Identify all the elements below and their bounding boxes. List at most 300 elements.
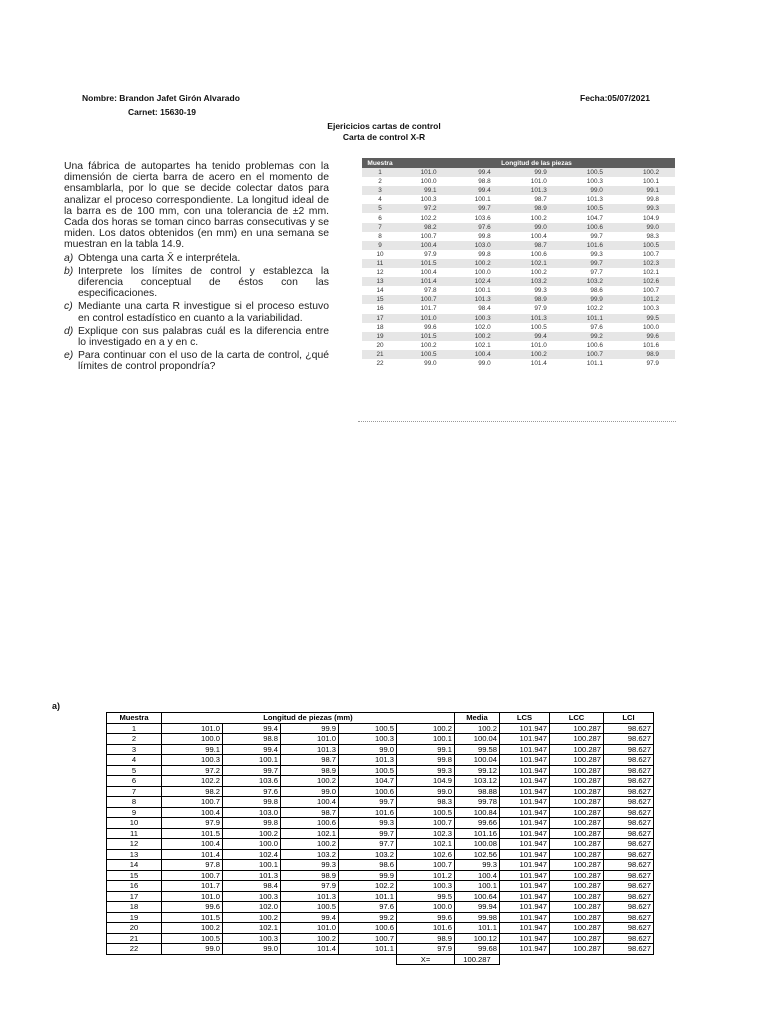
ans-mean-cell: 99.3 (455, 860, 500, 871)
book-length-cell: 100.4 (398, 241, 451, 250)
ans-length-cell: 100.3 (223, 933, 281, 944)
book-length-cell: 100.5 (563, 204, 619, 213)
ans-lcs-cell: 101.947 (500, 870, 550, 881)
ans-lcc-cell: 100.287 (550, 786, 604, 797)
ans-length-cell: 103.2 (339, 849, 397, 860)
ans-length-cell: 100.7 (162, 870, 223, 881)
ans-sample-number: 16 (107, 881, 162, 892)
question-text: Para continuar con el uso de la carta de control, ¿qué límites de control propondría? (78, 350, 329, 373)
answer-table-row (107, 755, 654, 766)
book-table-row (362, 168, 675, 177)
book-length-cell: 101.0 (530, 178, 547, 186)
ans-sample-number: 3 (107, 744, 162, 755)
ans-length-cell: 101.5 (162, 912, 223, 923)
book-table-row (362, 341, 675, 350)
ans-lcs-cell: 101.947 (500, 902, 550, 913)
book-length-cell: 101.1 (586, 360, 603, 368)
ans-length-cell: 101.4 (281, 944, 339, 955)
answer-table-row (107, 933, 654, 944)
book-table-row (362, 177, 675, 186)
ans-length-cell: 99.0 (397, 786, 455, 797)
ans-length-cell: 100.2 (281, 933, 339, 944)
ans-sample-number: 7 (107, 786, 162, 797)
book-length-cell: 102.0 (474, 323, 491, 331)
ans-mean-cell: 99.66 (455, 818, 500, 829)
xbar-label: X= (397, 954, 455, 965)
ans-lci-cell: 98.627 (604, 891, 654, 902)
book-length-cell: 99.8 (646, 196, 659, 204)
ans-lcs-cell: 101.947 (500, 734, 550, 745)
book-length-cell: 98.8 (478, 178, 491, 186)
ans-length-cell: 99.0 (339, 744, 397, 755)
ans-length-cell: 100.2 (162, 923, 223, 934)
ans-length-cell: 100.7 (397, 860, 455, 871)
book-length-cell: 97.7 (590, 269, 603, 277)
answer-table-row (107, 870, 654, 881)
ans-length-cell: 98.7 (281, 807, 339, 818)
ans-lci-cell: 98.627 (604, 776, 654, 787)
answer-table-row (107, 797, 654, 808)
ans-lcs-cell: 101.947 (500, 923, 550, 934)
question-letter: a) (64, 252, 74, 264)
book-sample-number: 9 (362, 241, 398, 250)
book-length-cell: 101.0 (530, 341, 547, 349)
ans-sample-number: 8 (107, 797, 162, 808)
book-length-cell: 99.6 (424, 323, 437, 331)
book-length-cell: 101.3 (451, 295, 507, 304)
ans-sample-number: 18 (107, 902, 162, 913)
ans-length-cell: 100.4 (162, 839, 223, 850)
ans-length-cell: 101.0 (281, 923, 339, 934)
answer-label: a) (52, 701, 61, 711)
ans-length-cell: 97.9 (397, 944, 455, 955)
ans-lcs-cell: 101.947 (500, 723, 550, 734)
book-table-row (362, 232, 675, 241)
ans-sample-number: 5 (107, 765, 162, 776)
ans-lcc-cell: 100.287 (550, 723, 604, 734)
book-data-table (362, 158, 675, 368)
book-length-cell: 97.9 (646, 360, 659, 368)
book-length-cell: 99.2 (563, 332, 619, 341)
answer-table-row (107, 776, 654, 787)
ans-mean-cell: 101.16 (455, 828, 500, 839)
book-length-cell: 100.2 (530, 269, 547, 277)
book-length-cell: 99.7 (451, 204, 507, 213)
ans-lcc-cell: 100.287 (550, 849, 604, 860)
book-length-cell: 98.9 (507, 204, 563, 213)
ans-lcs-cell: 101.947 (500, 828, 550, 839)
book-length-cell: 101.3 (507, 186, 563, 195)
book-length-cell: 101.6 (643, 341, 659, 349)
book-length-cell: 101.4 (530, 360, 547, 368)
ans-lcs-cell: 101.947 (500, 744, 550, 755)
book-table-row (362, 286, 675, 295)
ans-length-cell: 100.7 (339, 933, 397, 944)
ans-length-cell: 101.1 (339, 944, 397, 955)
ans-length-cell: 100.3 (397, 881, 455, 892)
ans-length-cell: 101.0 (162, 891, 223, 902)
ans-length-cell: 99.8 (223, 797, 281, 808)
ans-mean-cell: 100.04 (455, 734, 500, 745)
answer-table-row (107, 881, 654, 892)
ans-length-cell: 99.7 (339, 828, 397, 839)
book-length-cell: 99.0 (563, 186, 619, 195)
ans-mean-cell: 100.1 (455, 881, 500, 892)
book-length-cell: 102.1 (643, 269, 659, 277)
ans-length-cell: 100.3 (339, 734, 397, 745)
answer-table-row (107, 765, 654, 776)
ans-length-cell: 97.6 (339, 902, 397, 913)
ans-length-cell: 102.1 (223, 923, 281, 934)
ans-lcc-cell: 100.287 (550, 944, 604, 955)
book-length-cell: 100.5 (563, 168, 619, 177)
ans-length-cell: 101.3 (223, 870, 281, 881)
ans-sample-number: 19 (107, 912, 162, 923)
ans-length-cell: 100.6 (281, 818, 339, 829)
ans-length-cell: 102.1 (281, 828, 339, 839)
question-letter: b) (64, 265, 74, 277)
book-length-cell: 99.8 (478, 250, 491, 258)
answer-table-row (107, 807, 654, 818)
ans-length-cell: 99.5 (397, 891, 455, 902)
ans-length-cell: 102.6 (397, 849, 455, 860)
book-length-cell: 100.1 (643, 178, 659, 186)
book-sample-number: 14 (376, 287, 384, 295)
ans-lcs-cell: 101.947 (500, 944, 550, 955)
ans-sample-number: 14 (107, 860, 162, 871)
ans-lcc-cell: 100.287 (550, 744, 604, 755)
ans-lcs-cell: 101.947 (500, 776, 550, 787)
ans-sample-number: 10 (107, 818, 162, 829)
ans-length-cell: 100.5 (162, 933, 223, 944)
book-length-cell: 99.7 (563, 259, 619, 268)
answer-table-row (107, 744, 654, 755)
document-subtitle: Carta de control X-R (342, 132, 426, 142)
ans-length-cell: 97.8 (162, 860, 223, 871)
ans-length-cell: 99.0 (223, 944, 281, 955)
book-length-cell: 101.2 (619, 295, 675, 304)
book-sample-number: 20 (376, 341, 384, 349)
ans-lcc-cell: 100.287 (550, 870, 604, 881)
ans-header-mean: Media (455, 713, 500, 724)
ans-length-cell: 99.3 (281, 860, 339, 871)
ans-lcs-cell: 101.947 (500, 755, 550, 766)
ans-length-cell: 100.2 (397, 723, 455, 734)
answer-table-row (107, 839, 654, 850)
book-length-cell: 101.5 (398, 259, 451, 268)
ans-length-cell: 100.2 (223, 828, 281, 839)
ans-sample-number: 2 (107, 734, 162, 745)
book-sample-number: 11 (362, 259, 398, 268)
ans-length-cell: 99.3 (397, 765, 455, 776)
ans-lcs-cell: 101.947 (500, 860, 550, 871)
book-length-cell: 100.4 (420, 269, 437, 277)
ans-length-cell: 101.0 (281, 734, 339, 745)
book-table-row (362, 359, 675, 368)
book-sample-number: 21 (362, 350, 398, 359)
book-sample-number: 7 (362, 223, 398, 232)
book-length-cell: 99.3 (619, 204, 675, 213)
ans-lcs-cell: 101.947 (500, 881, 550, 892)
ans-length-cell: 99.9 (281, 723, 339, 734)
book-length-cell: 98.4 (478, 305, 491, 313)
answer-table-row (107, 723, 654, 734)
ans-length-cell: 98.7 (281, 755, 339, 766)
ans-lci-cell: 98.627 (604, 849, 654, 860)
book-sample-number: 2 (378, 178, 382, 186)
book-length-cell: 102.2 (420, 214, 437, 222)
ans-lcc-cell: 100.287 (550, 860, 604, 871)
book-table-row (362, 204, 675, 213)
ans-mean-cell: 100.12 (455, 933, 500, 944)
book-header-lengths: Longitud de las piezas (398, 158, 675, 168)
ans-length-cell: 99.4 (223, 744, 281, 755)
question-text: Interprete los límites de control y establezca la diferencia conceptual de éstos con las especificaciones. (78, 265, 329, 300)
book-length-cell: 99.0 (619, 223, 675, 232)
answer-table-row (107, 923, 654, 934)
ans-sample-number: 20 (107, 923, 162, 934)
book-length-cell: 100.7 (563, 350, 619, 359)
ans-sample-number: 17 (107, 891, 162, 902)
ans-mean-cell: 99.58 (455, 744, 500, 755)
ans-length-cell: 101.3 (281, 891, 339, 902)
ans-mean-cell: 101.1 (455, 923, 500, 934)
ans-length-cell: 97.6 (223, 786, 281, 797)
ans-lcc-cell: 100.287 (550, 923, 604, 934)
ans-length-cell: 100.1 (223, 755, 281, 766)
ans-length-cell: 104.9 (397, 776, 455, 787)
ans-length-cell: 100.5 (339, 723, 397, 734)
ans-length-cell: 100.7 (397, 818, 455, 829)
ans-length-cell: 100.4 (281, 797, 339, 808)
answer-table-row (107, 891, 654, 902)
ans-length-cell: 98.6 (339, 860, 397, 871)
ans-mean-cell: 98.88 (455, 786, 500, 797)
book-length-cell: 100.2 (451, 332, 507, 341)
ans-sample-number: 11 (107, 828, 162, 839)
ans-length-cell: 98.8 (223, 734, 281, 745)
book-length-cell: 97.6 (451, 223, 507, 232)
book-length-cell: 102.6 (619, 277, 675, 286)
ans-length-cell: 98.9 (397, 933, 455, 944)
book-length-cell: 100.0 (474, 269, 491, 277)
book-length-cell: 100.2 (507, 350, 563, 359)
ans-lcc-cell: 100.287 (550, 828, 604, 839)
ans-lcc-cell: 100.287 (550, 797, 604, 808)
book-length-cell: 103.0 (451, 241, 507, 250)
ans-lcc-cell: 100.287 (550, 881, 604, 892)
ans-lcs-cell: 101.947 (500, 797, 550, 808)
ans-lci-cell: 98.627 (604, 860, 654, 871)
ans-lcc-cell: 100.287 (550, 734, 604, 745)
book-length-cell: 99.3 (590, 250, 603, 258)
ans-length-cell: 100.2 (281, 839, 339, 850)
book-table-row (362, 277, 675, 286)
student-carnet: Carnet: 15630-19 (128, 107, 197, 117)
ans-lcs-cell: 101.947 (500, 933, 550, 944)
ans-mean-cell: 100.2 (455, 723, 500, 734)
ans-length-cell: 100.4 (162, 807, 223, 818)
ans-length-cell: 99.8 (223, 818, 281, 829)
ans-length-cell: 100.1 (223, 860, 281, 871)
ans-lci-cell: 98.627 (604, 734, 654, 745)
ans-header-sample: Muestra (107, 713, 162, 724)
ans-lcs-cell: 101.947 (500, 849, 550, 860)
ans-length-cell: 102.2 (339, 881, 397, 892)
ans-sample-number: 22 (107, 944, 162, 955)
ans-length-cell: 100.1 (397, 734, 455, 745)
book-length-cell: 100.1 (474, 287, 491, 295)
book-length-cell: 101.3 (507, 314, 563, 323)
ans-length-cell: 98.9 (281, 870, 339, 881)
question-letter: d) (64, 325, 74, 337)
ans-header-lcs: LCS (500, 713, 550, 724)
ans-lci-cell: 98.627 (604, 807, 654, 818)
book-table-row (362, 195, 675, 204)
book-sample-number: 19 (362, 332, 398, 341)
answer-table-row (107, 860, 654, 871)
book-length-cell: 99.1 (619, 186, 675, 195)
ans-length-cell: 99.4 (281, 912, 339, 923)
xbar-value: 100.287 (455, 954, 500, 965)
ans-length-cell: 100.0 (162, 734, 223, 745)
ans-lci-cell: 98.627 (604, 723, 654, 734)
ans-length-cell: 100.0 (223, 839, 281, 850)
book-length-cell: 99.4 (451, 168, 507, 177)
ans-length-cell: 97.2 (162, 765, 223, 776)
ans-length-cell: 99.8 (397, 755, 455, 766)
ans-lcc-cell: 100.287 (550, 807, 604, 818)
book-length-cell: 100.2 (530, 214, 547, 222)
ans-lcc-cell: 100.287 (550, 891, 604, 902)
book-length-cell: 101.0 (398, 168, 451, 177)
question-item (64, 253, 329, 264)
book-sample-number: 10 (376, 250, 384, 258)
question-item (64, 266, 329, 300)
book-length-cell: 100.1 (474, 196, 491, 204)
book-length-cell: 101.1 (563, 314, 619, 323)
problem-intro: Una fábrica de autopartes ha tenido problemas con la dimensión de cierta barra de acero en el momento de ensamblarla, por lo que se decide colectar datos para analizar el proceso correspondiente. La longitud ideal de la barra es de 100 mm, con una tolerancia de ±2 mm. Cada dos horas se toman cinco barras consecutivas y se miden. Los datos obtenidos (en mm) en una semana se muestran en la tabla 14.9. (64, 161, 329, 251)
ans-mean-cell: 103.12 (455, 776, 500, 787)
book-length-cell: 99.9 (563, 295, 619, 304)
book-length-cell: 100.3 (420, 196, 437, 204)
ans-mean-cell: 99.94 (455, 902, 500, 913)
book-length-cell: 99.9 (507, 168, 563, 177)
book-length-cell: 100.2 (451, 259, 507, 268)
ans-mean-cell: 102.56 (455, 849, 500, 860)
ans-length-cell: 102.2 (162, 776, 223, 787)
book-length-cell: 99.3 (534, 287, 547, 295)
book-length-cell: 101.5 (398, 332, 451, 341)
book-length-cell: 99.0 (478, 360, 491, 368)
student-name: Nombre: Brandon Jafet Girón Alvarado (82, 93, 240, 103)
book-length-cell: 98.3 (646, 232, 659, 240)
question-item (64, 326, 329, 348)
ans-mean-cell: 99.98 (455, 912, 500, 923)
ans-lcs-cell: 101.947 (500, 818, 550, 829)
ans-sample-number: 15 (107, 870, 162, 881)
ans-lci-cell: 98.627 (604, 797, 654, 808)
ans-lci-cell: 98.627 (604, 765, 654, 776)
ans-length-cell: 103.6 (223, 776, 281, 787)
ans-length-cell: 101.3 (281, 744, 339, 755)
ans-length-cell: 100.0 (397, 902, 455, 913)
question-text: Explique con sus palabras cuál es la diferencia entre lo investigado en a y en c. (78, 325, 329, 349)
ans-length-cell: 101.6 (339, 807, 397, 818)
ans-lci-cell: 98.627 (604, 755, 654, 766)
ans-length-cell: 101.7 (162, 881, 223, 892)
book-table-row (362, 223, 675, 232)
ans-lci-cell: 98.627 (604, 912, 654, 923)
book-length-cell: 98.7 (507, 241, 563, 250)
book-length-cell: 104.9 (643, 214, 659, 222)
book-length-cell: 100.0 (643, 323, 659, 331)
book-table-row (362, 259, 675, 268)
book-sample-number: 22 (376, 360, 384, 368)
ans-lcc-cell: 100.287 (550, 839, 604, 850)
question-item (64, 350, 329, 372)
ans-length-cell: 102.3 (397, 828, 455, 839)
ans-lci-cell: 98.627 (604, 828, 654, 839)
ans-length-cell: 100.5 (339, 765, 397, 776)
ans-lcc-cell: 100.287 (550, 818, 604, 829)
ans-mean-cell: 100.64 (455, 891, 500, 902)
book-length-cell: 99.5 (619, 314, 675, 323)
answer-table-row (107, 944, 654, 955)
book-length-cell: 100.6 (530, 250, 547, 258)
ans-length-cell: 98.4 (223, 881, 281, 892)
answer-table-row (107, 902, 654, 913)
ans-length-cell: 101.2 (397, 870, 455, 881)
ans-lci-cell: 98.627 (604, 902, 654, 913)
book-length-cell: 100.5 (398, 350, 451, 359)
book-length-cell: 99.4 (451, 186, 507, 195)
book-length-cell: 100.2 (420, 341, 437, 349)
book-table-row (362, 304, 675, 313)
book-table-divider (358, 421, 676, 422)
book-length-cell: 102.2 (586, 305, 603, 313)
book-length-cell: 104.7 (586, 214, 603, 222)
book-table-row (362, 186, 675, 195)
book-table-row (362, 213, 675, 222)
answer-table-row (107, 828, 654, 839)
ans-length-cell: 98.2 (162, 786, 223, 797)
book-length-cell: 102.4 (451, 277, 507, 286)
ans-header-lcc: LCC (550, 713, 604, 724)
book-length-cell: 99.0 (424, 360, 437, 368)
ans-length-cell: 103.0 (223, 807, 281, 818)
book-sample-number: 15 (362, 295, 398, 304)
book-length-cell: 100.0 (420, 178, 437, 186)
book-sample-number: 17 (362, 314, 398, 323)
book-length-cell: 99.1 (398, 186, 451, 195)
ans-sample-number: 1 (107, 723, 162, 734)
ans-lci-cell: 98.627 (604, 786, 654, 797)
book-length-cell: 100.7 (643, 287, 659, 295)
ans-lcs-cell: 101.947 (500, 912, 550, 923)
book-length-cell: 100.3 (586, 178, 603, 186)
book-length-cell: 100.6 (586, 341, 603, 349)
ans-lci-cell: 98.627 (604, 818, 654, 829)
ans-length-cell: 104.7 (339, 776, 397, 787)
book-length-cell: 101.7 (420, 305, 437, 313)
question-text: Mediante una carta R investigue si el proceso estuvo en control estadístico en cuanto a la variabilidad. (78, 301, 329, 324)
document-title: Ejericicios cartas de control (327, 121, 441, 131)
ans-sample-number: 12 (107, 839, 162, 850)
answer-table-row (107, 849, 654, 860)
book-table-row (362, 332, 675, 341)
ans-lcs-cell: 101.947 (500, 839, 550, 850)
